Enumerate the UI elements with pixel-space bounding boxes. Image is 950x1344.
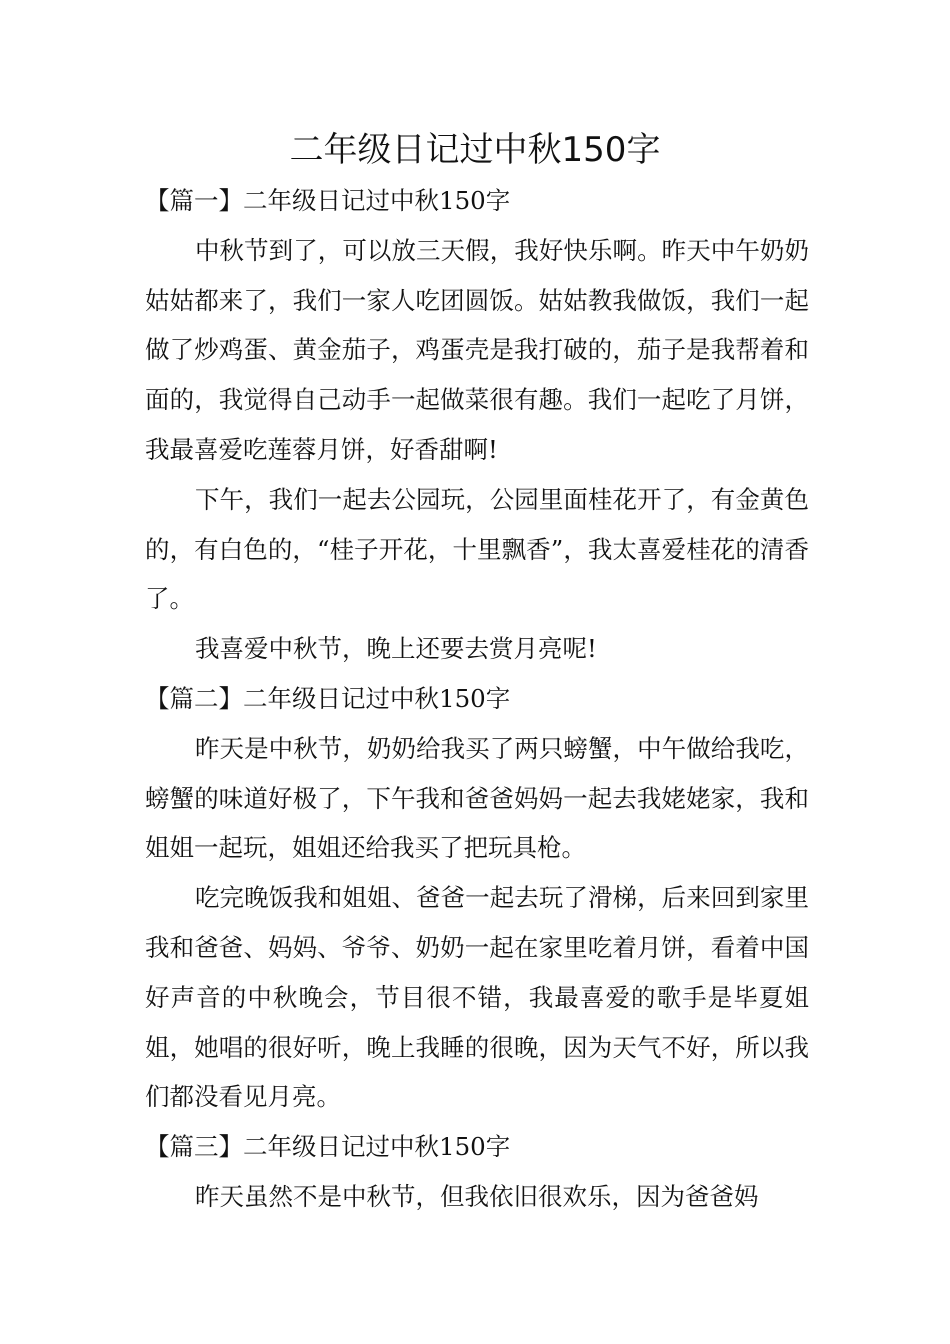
section-1: [145, 176, 809, 674]
section-3: [145, 1122, 809, 1222]
section-heading: 【篇一】二年级日记过中秋150字: [145, 186, 511, 215]
paragraph: 昨天虽然不是中秋节，但我依旧很欢乐，因为爸爸妈: [195, 1181, 759, 1211]
document-title: 二年级日记过中秋150字: [289, 130, 661, 170]
section-heading: 【篇三】二年级日记过中秋150字: [145, 1132, 511, 1162]
document-body: [145, 176, 809, 1222]
section-heading: 【篇二】二年级日记过中秋150字: [145, 683, 511, 713]
paragraph: 下午，我们一起去公园玩，公园里面桂花开了，有金黄色的，有白色的，“桂子开花，十里飘香”，我太喜爱桂花的清香了。: [145, 484, 809, 614]
section-2: [145, 674, 809, 1122]
paragraph: 吃完晚饭我和姐姐、爸爸一起去玩了滑梯，后来回到家里我和爸爸、妈妈、爷爷、奶奶一起在家里吃着月饼，看着中国好声音的中秋晚会，节目很不错，我最喜爱的歌手是毕夏姐姐，她唱的很好听，晚上我睡的很晚，因为天气不好，所以我们都没看见月亮。: [145, 883, 809, 1112]
paragraph: 中秋节到了，可以放三天假，我好快乐啊。昨天中午奶奶姑姑都来了，我们一家人吃团圆饭。姑姑教我做饭，我们一起做了炒鸡蛋、黄金茄子，鸡蛋壳是我打破的，茄子是我帮着和面的，我觉得自己动手一起做菜很有趣。我们一起吃了月饼，我最喜爱吃莲蓉月饼，好香甜啊!: [145, 235, 809, 464]
paragraph: 我喜爱中秋节，晚上还要去赏月亮呢!: [195, 634, 597, 664]
paragraph: 昨天是中秋节，奶奶给我买了两只螃蟹，中午做给我吃，螃蟹的味道好极了，下午我和爸爸妈妈一起去我姥姥家，我和姐姐一起玩，姐姐还给我买了把玩具枪。: [145, 733, 809, 863]
